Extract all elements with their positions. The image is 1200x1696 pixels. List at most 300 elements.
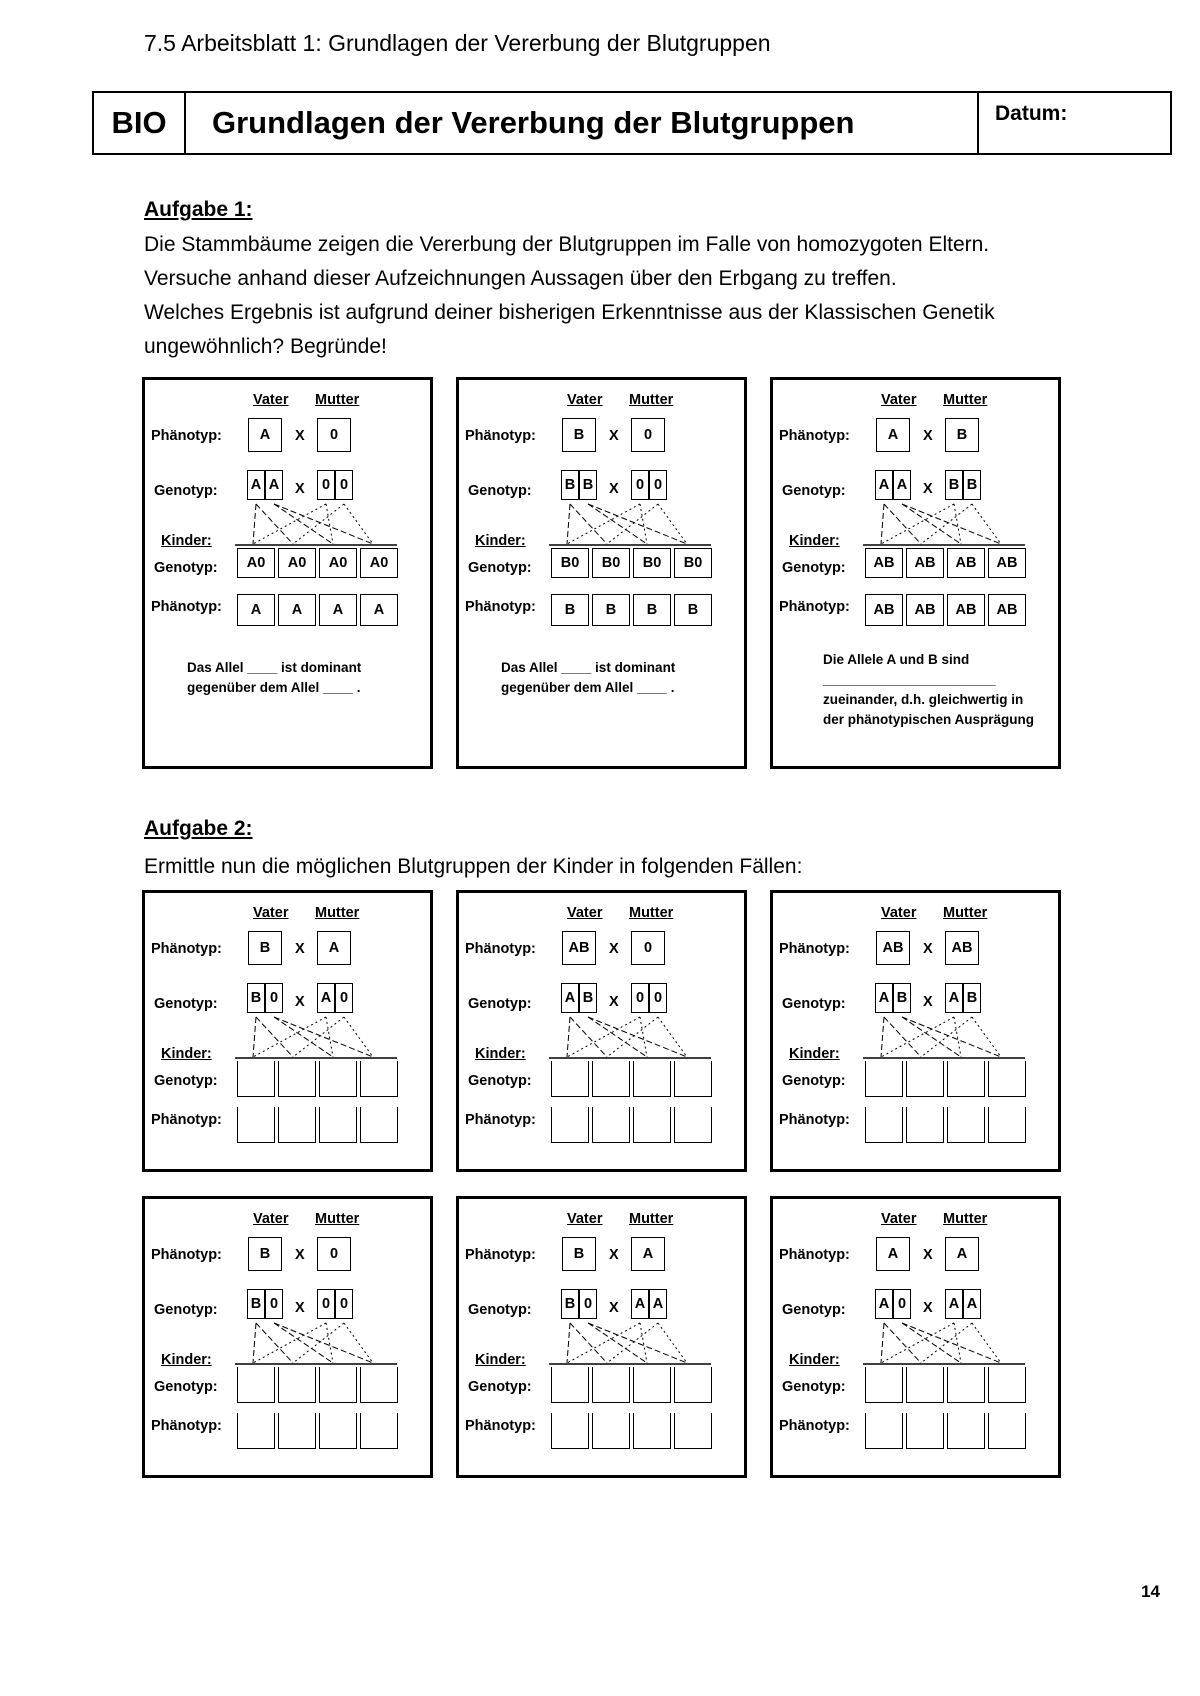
father-phenotype: B — [562, 418, 596, 452]
father-phenotype: B — [562, 1237, 596, 1271]
phenotype-label: Phänotyp: — [151, 1247, 222, 1263]
pedigree-panel — [142, 890, 433, 1172]
children-phenotype-label: Phänotyp: — [465, 599, 536, 615]
child-phenotype: A — [360, 594, 398, 626]
allele-line — [567, 1323, 640, 1363]
allele-line — [881, 1323, 884, 1363]
child-genotype: AB — [947, 548, 985, 578]
cross-symbol: X — [923, 994, 933, 1010]
allele-line — [588, 1017, 687, 1057]
child-phenotype-field[interactable] — [674, 1107, 712, 1143]
inheritance-lines — [459, 1199, 750, 1379]
children-label: Kinder: — [789, 1046, 840, 1062]
child-genotype-field[interactable] — [906, 1061, 944, 1097]
child-phenotype-field[interactable] — [237, 1413, 275, 1449]
allele-line — [274, 1017, 373, 1057]
allele-line — [293, 1323, 344, 1363]
cross-symbol: X — [923, 1300, 933, 1316]
children-phenotype-label: Phänotyp: — [151, 599, 222, 615]
father-heading: Vater — [567, 1211, 603, 1227]
child-genotype-field[interactable] — [674, 1367, 712, 1403]
child-phenotype-field[interactable] — [237, 1107, 275, 1143]
child-genotype-field[interactable] — [633, 1061, 671, 1097]
allele-line — [902, 504, 961, 544]
father-phenotype: AB — [562, 931, 596, 965]
child-phenotype-field[interactable] — [360, 1413, 398, 1449]
allele-line — [256, 504, 293, 544]
mother-heading: Mutter — [315, 1211, 360, 1227]
cross-symbol: X — [295, 481, 305, 497]
children-label: Kinder: — [161, 1352, 212, 1368]
cross-symbol: X — [295, 941, 305, 957]
cross-symbol: X — [609, 481, 619, 497]
child-genotype: B0 — [592, 548, 630, 578]
note-line: Die Allele A und B sind — [823, 652, 970, 667]
cross-symbol: X — [609, 1247, 619, 1263]
allele-line — [640, 504, 647, 544]
child-phenotype: B — [551, 594, 589, 626]
note-line: _______________________ — [823, 672, 996, 687]
allele-line — [902, 1017, 961, 1057]
child-genotype-field[interactable] — [319, 1367, 357, 1403]
mother-allele: A — [649, 1289, 667, 1319]
note-line: Das Allel ____ ist dominant — [187, 660, 362, 675]
allele-line — [567, 1323, 570, 1363]
child-genotype: B0 — [551, 548, 589, 578]
cross-symbol: X — [295, 994, 305, 1010]
task2-title: Aufgabe 2: — [144, 817, 253, 840]
child-genotype: A0 — [237, 548, 275, 578]
father-allele: 0 — [893, 1289, 911, 1319]
child-phenotype: B — [633, 594, 671, 626]
child-genotype-field[interactable] — [592, 1367, 630, 1403]
genotype-label: Genotyp: — [154, 1302, 218, 1318]
mother-phenotype: 0 — [317, 418, 351, 452]
allele-line — [570, 504, 607, 544]
mother-heading: Mutter — [943, 392, 988, 408]
child-genotype: A0 — [278, 548, 316, 578]
father-allele: A — [247, 470, 265, 500]
child-genotype-field[interactable] — [906, 1367, 944, 1403]
inheritance-lines — [773, 380, 1064, 560]
allele-line — [253, 1323, 326, 1363]
page-number: 14 — [1141, 1582, 1160, 1601]
document-header: 7.5 Arbeitsblatt 1: Grundlagen der Vererbung der Blutgruppen — [144, 30, 771, 56]
child-genotype-field[interactable] — [360, 1367, 398, 1403]
mother-allele: B — [963, 983, 981, 1013]
child-genotype: AB — [988, 548, 1026, 578]
child-phenotype-field[interactable] — [592, 1413, 630, 1449]
child-phenotype-field[interactable] — [947, 1413, 985, 1449]
child-phenotype-field[interactable] — [906, 1107, 944, 1143]
children-label: Kinder: — [475, 1046, 526, 1062]
allele-line — [567, 504, 570, 544]
child-genotype-field[interactable] — [674, 1061, 712, 1097]
father-allele: 0 — [265, 1289, 283, 1319]
father-heading: Vater — [253, 1211, 289, 1227]
genotype-label: Genotyp: — [468, 1302, 532, 1318]
mother-phenotype: A — [945, 1237, 979, 1271]
cross-symbol: X — [609, 941, 619, 957]
children-label: Kinder: — [789, 1352, 840, 1368]
mother-heading: Mutter — [943, 905, 988, 921]
allele-line — [884, 504, 921, 544]
father-phenotype: B — [248, 931, 282, 965]
child-phenotype: AB — [988, 594, 1026, 626]
mother-heading: Mutter — [629, 392, 674, 408]
child-genotype-field[interactable] — [988, 1367, 1026, 1403]
inheritance-lines — [145, 893, 436, 1073]
genotype-label: Genotyp: — [782, 483, 846, 499]
child-phenotype: B — [592, 594, 630, 626]
inheritance-lines — [145, 1199, 436, 1379]
mother-allele: 0 — [317, 1289, 335, 1319]
mother-allele: B — [963, 470, 981, 500]
cross-symbol: X — [295, 1247, 305, 1263]
child-genotype: B0 — [674, 548, 712, 578]
child-phenotype-field[interactable] — [865, 1107, 903, 1143]
allele-line — [567, 1017, 640, 1057]
allele-line — [884, 1323, 921, 1363]
mother-allele: 0 — [335, 470, 353, 500]
task1-line: Die Stammbäume zeigen die Vererbung der Blutgruppen im Falle von homozygoten Eltern. — [144, 233, 990, 256]
father-allele: B — [561, 1289, 579, 1319]
child-phenotype-field[interactable] — [360, 1107, 398, 1143]
children-genotype-label: Genotyp: — [782, 560, 846, 576]
allele-line — [253, 1323, 256, 1363]
genotype-label: Genotyp: — [468, 996, 532, 1012]
father-phenotype: AB — [876, 931, 910, 965]
allele-line — [253, 504, 256, 544]
children-genotype-label: Genotyp: — [468, 1379, 532, 1395]
task1-text — [144, 228, 995, 364]
pedigree-panel — [456, 1196, 747, 1478]
cross-symbol: X — [923, 941, 933, 957]
worksheet-title: Grundlagen der Vererbung der Blutgruppen — [186, 93, 979, 153]
mother-heading: Mutter — [629, 905, 674, 921]
allele-line — [326, 1017, 333, 1057]
child-genotype-field[interactable] — [947, 1061, 985, 1097]
child-genotype-field[interactable] — [278, 1061, 316, 1097]
allele-line — [607, 504, 658, 544]
father-allele: A — [265, 470, 283, 500]
children-genotype-label: Genotyp: — [782, 1073, 846, 1089]
father-allele: B — [247, 983, 265, 1013]
phenotype-label: Phänotyp: — [465, 1247, 536, 1263]
father-allele: B — [893, 983, 911, 1013]
allele-line — [256, 1323, 293, 1363]
children-genotype-label: Genotyp: — [468, 1073, 532, 1089]
children-label: Kinder: — [789, 533, 840, 549]
child-phenotype: A — [278, 594, 316, 626]
mother-allele: 0 — [649, 470, 667, 500]
child-phenotype-field[interactable] — [988, 1107, 1026, 1143]
child-genotype-field[interactable] — [865, 1367, 903, 1403]
child-genotype-field[interactable] — [865, 1061, 903, 1097]
father-allele: B — [561, 470, 579, 500]
father-heading: Vater — [881, 905, 917, 921]
note-line: Das Allel ____ ist dominant — [501, 660, 676, 675]
child-phenotype: B — [674, 594, 712, 626]
date-field[interactable]: Datum: — [995, 102, 1068, 125]
subject-label: BIO — [94, 93, 186, 153]
title-box — [92, 91, 1172, 155]
child-phenotype: AB — [947, 594, 985, 626]
mother-heading: Mutter — [315, 392, 360, 408]
mother-phenotype: AB — [945, 931, 979, 965]
child-genotype-field[interactable] — [237, 1367, 275, 1403]
child-phenotype-field[interactable] — [947, 1107, 985, 1143]
mother-heading: Mutter — [315, 905, 360, 921]
mother-allele: 0 — [631, 470, 649, 500]
father-heading: Vater — [567, 905, 603, 921]
father-allele: A — [875, 983, 893, 1013]
allele-line — [921, 1017, 972, 1057]
father-heading: Vater — [567, 392, 603, 408]
inheritance-lines — [459, 380, 750, 560]
father-allele: A — [893, 470, 911, 500]
mother-allele: 0 — [335, 983, 353, 1013]
mother-phenotype: B — [945, 418, 979, 452]
father-allele: 0 — [265, 983, 283, 1013]
cross-symbol: X — [923, 428, 933, 444]
child-phenotype: A — [319, 594, 357, 626]
children-label: Kinder: — [161, 533, 212, 549]
father-phenotype: A — [876, 418, 910, 452]
allele-line — [588, 1323, 647, 1363]
phenotype-label: Phänotyp: — [779, 428, 850, 444]
child-phenotype-field[interactable] — [633, 1107, 671, 1143]
mother-phenotype: 0 — [631, 931, 665, 965]
pedigree-panel — [770, 377, 1061, 769]
cross-symbol: X — [609, 1300, 619, 1316]
cross-symbol: X — [609, 994, 619, 1010]
child-genotype-field[interactable] — [360, 1061, 398, 1097]
child-phenotype: AB — [865, 594, 903, 626]
allele-line — [567, 1017, 570, 1057]
child-genotype-field[interactable] — [551, 1367, 589, 1403]
child-genotype: B0 — [633, 548, 671, 578]
mother-phenotype: A — [631, 1237, 665, 1271]
allele-line — [588, 504, 687, 544]
father-phenotype: B — [248, 1237, 282, 1271]
phenotype-label: Phänotyp: — [465, 941, 536, 957]
allele-line — [326, 1323, 333, 1363]
note-line: gegenüber dem Allel ____ . — [187, 680, 361, 695]
father-allele: B — [247, 1289, 265, 1319]
allele-line — [588, 1323, 687, 1363]
child-phenotype-field[interactable] — [906, 1413, 944, 1449]
cross-symbol: X — [609, 428, 619, 444]
father-phenotype: A — [876, 1237, 910, 1271]
pedigree-panel — [770, 890, 1061, 1172]
children-genotype-label: Genotyp: — [782, 1379, 846, 1395]
children-phenotype-label: Phänotyp: — [779, 1112, 850, 1128]
child-genotype: AB — [906, 548, 944, 578]
allele-line — [588, 504, 647, 544]
genotype-label: Genotyp: — [468, 483, 532, 499]
child-genotype-field[interactable] — [237, 1061, 275, 1097]
allele-line — [881, 504, 884, 544]
allele-line — [274, 1323, 373, 1363]
genotype-label: Genotyp: — [154, 483, 218, 499]
child-phenotype-field[interactable] — [551, 1107, 589, 1143]
child-genotype-field[interactable] — [947, 1367, 985, 1403]
child-phenotype-field[interactable] — [865, 1413, 903, 1449]
allele-line — [881, 504, 954, 544]
child-phenotype-field[interactable] — [674, 1413, 712, 1449]
father-heading: Vater — [253, 905, 289, 921]
allele-line — [253, 504, 326, 544]
mother-phenotype: 0 — [317, 1237, 351, 1271]
task2-intro: Ermittle nun die möglichen Blutgruppen der Kinder in folgenden Fällen: — [144, 855, 803, 878]
child-genotype-field[interactable] — [988, 1061, 1026, 1097]
pedigree-panel — [142, 1196, 433, 1478]
children-phenotype-label: Phänotyp: — [465, 1112, 536, 1128]
allele-line — [293, 504, 344, 544]
children-phenotype-label: Phänotyp: — [151, 1418, 222, 1434]
mother-heading: Mutter — [943, 1211, 988, 1227]
child-phenotype: A — [237, 594, 275, 626]
allele-line — [881, 1017, 884, 1057]
allele-line — [274, 504, 373, 544]
allele-line — [902, 1323, 1001, 1363]
task1-line: ungewöhnlich? Begründe! — [144, 335, 387, 358]
allele-line — [902, 504, 1001, 544]
genotype-label: Genotyp: — [154, 996, 218, 1012]
allele-line — [293, 1017, 344, 1057]
child-genotype: A0 — [360, 548, 398, 578]
mother-allele: A — [317, 983, 335, 1013]
child-phenotype-field[interactable] — [988, 1413, 1026, 1449]
father-allele: A — [875, 1289, 893, 1319]
child-phenotype: AB — [906, 594, 944, 626]
allele-line — [326, 504, 333, 544]
mother-allele: 0 — [649, 983, 667, 1013]
pedigree-panel — [770, 1196, 1061, 1478]
mother-heading: Mutter — [629, 1211, 674, 1227]
pedigree-panel — [456, 890, 747, 1172]
allele-line — [640, 1017, 647, 1057]
mother-allele: A — [945, 983, 963, 1013]
allele-line — [954, 1017, 961, 1057]
inheritance-lines — [773, 1199, 1064, 1379]
inheritance-lines — [773, 893, 1064, 1073]
allele-line — [954, 504, 961, 544]
allele-line — [881, 1017, 954, 1057]
allele-line — [902, 1017, 1001, 1057]
allele-line — [607, 1323, 658, 1363]
mother-allele: B — [945, 470, 963, 500]
father-heading: Vater — [253, 392, 289, 408]
mother-allele: 0 — [631, 983, 649, 1013]
child-phenotype-field[interactable] — [278, 1413, 316, 1449]
children-phenotype-label: Phänotyp: — [779, 599, 850, 615]
father-heading: Vater — [881, 392, 917, 408]
mother-allele: 0 — [335, 1289, 353, 1319]
child-genotype-field[interactable] — [633, 1367, 671, 1403]
task1-line: Welches Ergebnis ist aufgrund deiner bisherigen Erkenntnisse aus der Klassischen Genetik — [144, 301, 995, 324]
allele-line — [570, 1017, 607, 1057]
allele-line — [274, 1323, 333, 1363]
mother-allele: 0 — [317, 470, 335, 500]
allele-line — [881, 1323, 954, 1363]
father-allele: A — [875, 470, 893, 500]
allele-line — [274, 1017, 333, 1057]
allele-line — [640, 1323, 647, 1363]
child-genotype: AB — [865, 548, 903, 578]
father-allele: B — [579, 470, 597, 500]
children-phenotype-label: Phänotyp: — [779, 1418, 850, 1434]
children-phenotype-label: Phänotyp: — [465, 1418, 536, 1434]
mother-phenotype: A — [317, 931, 351, 965]
genotype-label: Genotyp: — [782, 1302, 846, 1318]
task1-line: Versuche anhand dieser Aufzeichnungen Aussagen über den Erbgang zu treffen. — [144, 267, 897, 290]
note-line: der phänotypischen Ausprägung — [823, 712, 1035, 727]
allele-line — [902, 1323, 961, 1363]
allele-line — [588, 1017, 647, 1057]
child-genotype-field[interactable] — [592, 1061, 630, 1097]
note-line: zueinander, d.h. gleichwertig in — [823, 692, 1024, 707]
child-phenotype-field[interactable] — [319, 1413, 357, 1449]
children-genotype-label: Genotyp: — [468, 560, 532, 576]
child-phenotype-field[interactable] — [278, 1107, 316, 1143]
child-genotype-field[interactable] — [319, 1061, 357, 1097]
phenotype-label: Phänotyp: — [779, 941, 850, 957]
cross-symbol: X — [295, 428, 305, 444]
father-allele: A — [561, 983, 579, 1013]
child-genotype-field[interactable] — [278, 1367, 316, 1403]
children-genotype-label: Genotyp: — [154, 1073, 218, 1089]
panel-note — [187, 658, 361, 698]
children-genotype-label: Genotyp: — [154, 560, 218, 576]
phenotype-label: Phänotyp: — [779, 1247, 850, 1263]
phenotype-label: Phänotyp: — [151, 941, 222, 957]
allele-line — [921, 504, 972, 544]
panel-note — [823, 650, 1034, 730]
mother-allele: A — [963, 1289, 981, 1319]
allele-line — [253, 1017, 326, 1057]
allele-line — [954, 1323, 961, 1363]
allele-line — [567, 504, 640, 544]
allele-line — [921, 1323, 972, 1363]
genotype-label: Genotyp: — [782, 996, 846, 1012]
children-label: Kinder: — [475, 533, 526, 549]
allele-line — [253, 1017, 256, 1057]
task1-title: Aufgabe 1: — [144, 198, 253, 221]
children-phenotype-label: Phänotyp: — [151, 1112, 222, 1128]
child-phenotype-field[interactable] — [319, 1107, 357, 1143]
note-line: gegenüber dem Allel ____ . — [501, 680, 675, 695]
father-allele: B — [579, 983, 597, 1013]
phenotype-label: Phänotyp: — [151, 428, 222, 444]
panel-note — [501, 658, 675, 698]
child-genotype-field[interactable] — [551, 1061, 589, 1097]
children-label: Kinder: — [475, 1352, 526, 1368]
allele-line — [256, 1017, 293, 1057]
father-allele: 0 — [579, 1289, 597, 1319]
child-phenotype-field[interactable] — [592, 1107, 630, 1143]
mother-phenotype: 0 — [631, 418, 665, 452]
child-phenotype-field[interactable] — [551, 1413, 589, 1449]
pedigree-panel — [142, 377, 433, 769]
mother-allele: A — [631, 1289, 649, 1319]
children-genotype-label: Genotyp: — [154, 1379, 218, 1395]
cross-symbol: X — [295, 1300, 305, 1316]
child-phenotype-field[interactable] — [633, 1413, 671, 1449]
child-genotype: A0 — [319, 548, 357, 578]
inheritance-lines — [145, 380, 436, 560]
